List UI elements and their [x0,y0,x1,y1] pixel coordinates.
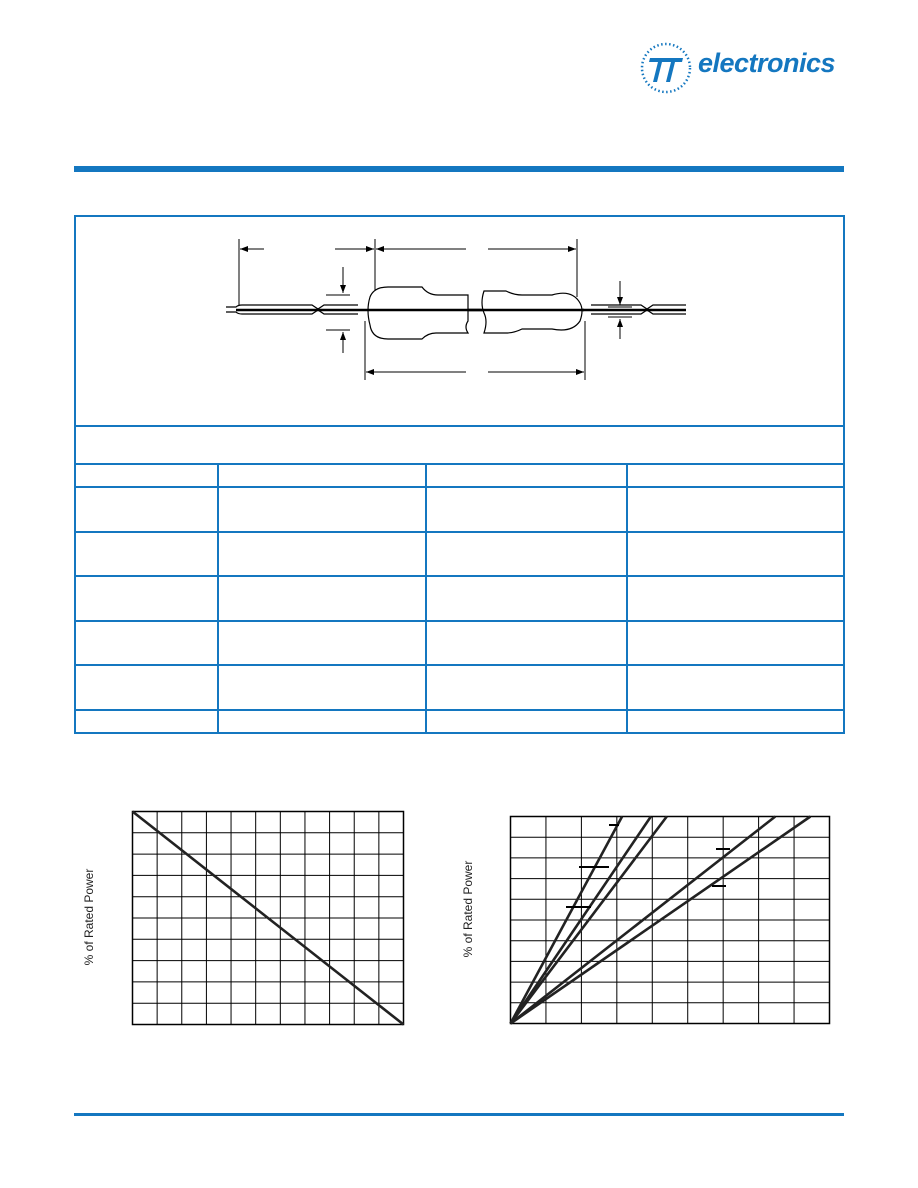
table-row [76,665,843,710]
table-cell [627,665,843,710]
table-cell [426,532,627,577]
table-cell [627,487,843,532]
top-rule [74,166,844,172]
table-cell [218,576,426,621]
table-cell [426,487,627,532]
tt-electronics-logo [636,40,848,96]
table-cell [218,710,426,732]
table-cell [76,465,218,487]
table-cell [426,465,627,487]
table-cell [76,487,218,532]
table-cell [218,665,426,710]
table-cell [76,576,218,621]
table-cell [76,710,218,732]
left-derating-chart [131,810,405,1026]
table-row [76,532,843,577]
table-row [76,621,843,666]
logo-text: electronics [698,48,836,78]
table-row [76,710,843,732]
spec-box [74,215,845,734]
table-cell [426,621,627,666]
right-chart-ylabel: % of Rated Power [461,860,475,958]
spec-table [76,465,843,732]
table-cell [76,665,218,710]
table-cell [426,665,627,710]
tt-logo-icon [636,40,696,96]
table-row [76,465,843,487]
table-cell [218,487,426,532]
table-cell [76,621,218,666]
table-cell [627,465,843,487]
table-cell [627,621,843,666]
table-row [76,487,843,532]
right-temperature-rise-chart [509,815,831,1025]
table-row [76,576,843,621]
table-cell [76,532,218,577]
resistor-dimension-drawing [76,217,843,425]
left-chart-ylabel: % of Rated Power [82,868,96,966]
bottom-rule [74,1113,844,1116]
table-cell [627,532,843,577]
table-cell [426,710,627,732]
table-cell [627,710,843,732]
table-cell [218,465,426,487]
spec-table-title-band [76,425,843,465]
table-cell [426,576,627,621]
table-cell [627,576,843,621]
table-cell [218,532,426,577]
table-cell [218,621,426,666]
